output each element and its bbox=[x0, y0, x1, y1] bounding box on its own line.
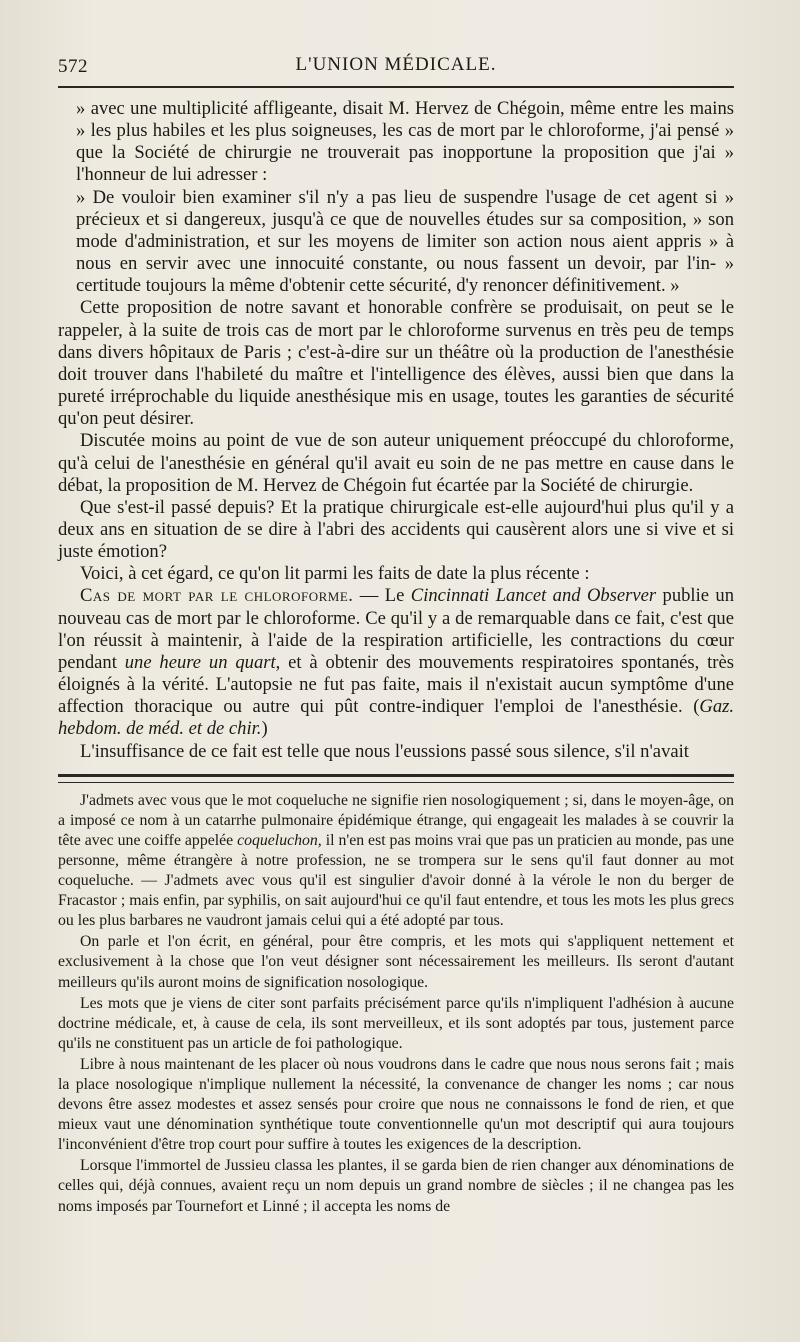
feuilleton-text: J'admets avec vous que le mot coqueluche ne signifie rien nosologiquement ; si, dans le moyen-âge, on a imposé ce nom à un catarrhe pulmonaire épidémique étrange, qui engageait les malades à se couvrir la tête avec une coiffe appelée bbox=[58, 791, 734, 849]
news-item bbox=[58, 585, 734, 740]
feuilleton-text: il n'en est pas moins vrai que pas un praticien au monde, pas une personne, même étrangère à notre profession, ne se trompera sur le sens qu'il faut donner au mot coqueluche. — J'admets avec vous qu'il est singulier d'avoir donné à la vérole le non du berger de Fracastor ; mais enfin, par syphilis, on sait aujourd'hui ce qu'il faut entendre, et tous les mots les plus grecs ou les plus barbares ne vaudront jamais celui qui a été adopté par tous. bbox=[58, 831, 734, 930]
running-title: L'UNION MÉDICALE. bbox=[295, 54, 497, 75]
paragraph: Que s'est-il passé depuis? Et la pratique chirurgicale est-elle aujourd'hui plus qu'il y a deux ans en situation de se dire à l'abri des accidents qui causèrent alors une si vive et si juste émotion? bbox=[58, 496, 734, 563]
news-text: publie un nouveau cas de mort par le chloroforme. Ce qu'il y a de remarquable dans ce fait, c'est que l'on réussit à maintenir, à l'aide de la respiration artificielle, les contractions du cœur pendant bbox=[58, 585, 734, 673]
news-citation: Gaz. hebdom. de méd. et de chir. bbox=[58, 696, 734, 740]
closing-line: L'insuffisance de ce fait est telle que nous l'eussions passé sous silence, s'il n'avait bbox=[80, 740, 689, 762]
news-text: — Le bbox=[353, 585, 411, 607]
feuilleton-paragraph: Libre à nous maintenant de les placer où nous voudrons dans le cadre que nous nous serons fait ; mais la place nosologique n'implique nullement la nécessité, la convenance de changer les noms ; car nous devons être assez modestes et assez sensés pour croire que nous ne connaissons le fond de rien, et que mieux vaut une dénomination synthétique toute conventionnelle qu'un mot descriptif qui aura toujours l'inconvénient d'être trop court pour suffire à toutes les exigences de la description. bbox=[58, 1055, 734, 1154]
paragraph: Voici, à cet égard, ce qu'on lit parmi les faits de date la plus récente : bbox=[80, 563, 590, 585]
feuilleton-term: coqueluchon, bbox=[237, 831, 322, 849]
news-item-heading: Cas de mort par le chloroforme. bbox=[80, 585, 354, 607]
page-number: 572 bbox=[58, 56, 88, 77]
feuilleton-paragraph: On parle et l'on écrit, en général, pour être compris, et les mots qui s'appliquent nettement et exclusivement à la chose que l'on veut désigner sont nécessairement les meilleurs. Ils seront d'autant meilleurs qu'ils auront moins de signification nosologique. bbox=[58, 933, 734, 991]
quoted-paragraph: » avec une multiplicité affligeante, disait M. Hervez de Chégoin, même entre les mains » les plus habiles et les plus soigneuses, les cas de mort par le chloroforme, j'ai pensé » que la Société de chirurgie ne trouverait pas inopportune la proposition que j'ai » l'honneur de lui adresser : bbox=[76, 98, 734, 186]
news-source: Cincinnati Lancet and Observer bbox=[410, 585, 657, 607]
news-text: , et à obtenir des mouvements respiratoires spontanés, très éloignés à la vérité. L'autopsie ne fut pas faite, mais il n'existait aucun symptôme d'une affection thoracique ou autre qui pût contre-indiquer l'emploi de l'anesthésie. ( bbox=[58, 651, 734, 718]
feuilleton-paragraph bbox=[58, 791, 734, 932]
feuilleton-paragraph: Les mots que je viens de citer sont parfaits précisément parce qu'ils n'impliquent l'adhésion à aucune doctrine médicale, et, à cause de cela, ils sont merveilleux, et ils sont adoptés par tous, justement parce qu'ils ne constituent pas un article de foi pathologique. bbox=[58, 994, 734, 1052]
feuilleton-paragraph: Lorsque l'immortel de Jussieu classa les plantes, il se garda bien de rien changer aux dénominations de celles qui, déjà connues, avaient reçu un nom depuis un grand nombre de siècles ; il ne changea pas les noms imposés par Tournefort et Linné ; il accepta les noms de bbox=[58, 1157, 734, 1215]
news-duration: une heure un quart bbox=[124, 651, 276, 673]
feuilleton-divider bbox=[58, 774, 734, 783]
main-article bbox=[58, 98, 734, 763]
news-text: ) bbox=[261, 718, 268, 740]
feuilleton bbox=[58, 791, 734, 1217]
paragraph: Discutée moins au point de vue de son auteur uniquement préoccupé du chloroforme, qu'à celui de l'anesthésie en général qu'il avait eu soin de ne pas mettre en cause dans le débat, la proposition de M. Hervez de Chégoin fut écartée par la Société de chirurgie. bbox=[58, 430, 734, 496]
paragraph: Cette proposition de notre savant et honorable confrère se produisait, on peut se le rappeler, à la suite de trois cas de mort par le chloroforme survenus en très peu de temps dans divers hôpitaux de Paris ; c'est-à-dire sur un théâtre où la production de l'anesthésie doit trouver dans l'habileté du maître et l'intelligence des élèves, aussi bien que dans la pureté irréprochable du liquide anesthésique mis en usage, toutes les garanties de sécurité qu'on peut désirer. bbox=[58, 297, 734, 430]
page-header bbox=[58, 48, 734, 88]
quoted-proposition: » De vouloir bien examiner s'il n'y a pas lieu de suspendre l'usage de cet agent si » précieux et si dangereux, jusqu'à ce que de nouvelles études sur sa composition, » son mode d'administration, et sur les moyens de limiter son action nous aient appris » à nous en servir avec une innocuité constante, ou nous fassent un devoir, par l'in- » certitude toujours la même d'obtenir cette sécurité, d'y renoncer définitivement. » bbox=[76, 186, 734, 297]
